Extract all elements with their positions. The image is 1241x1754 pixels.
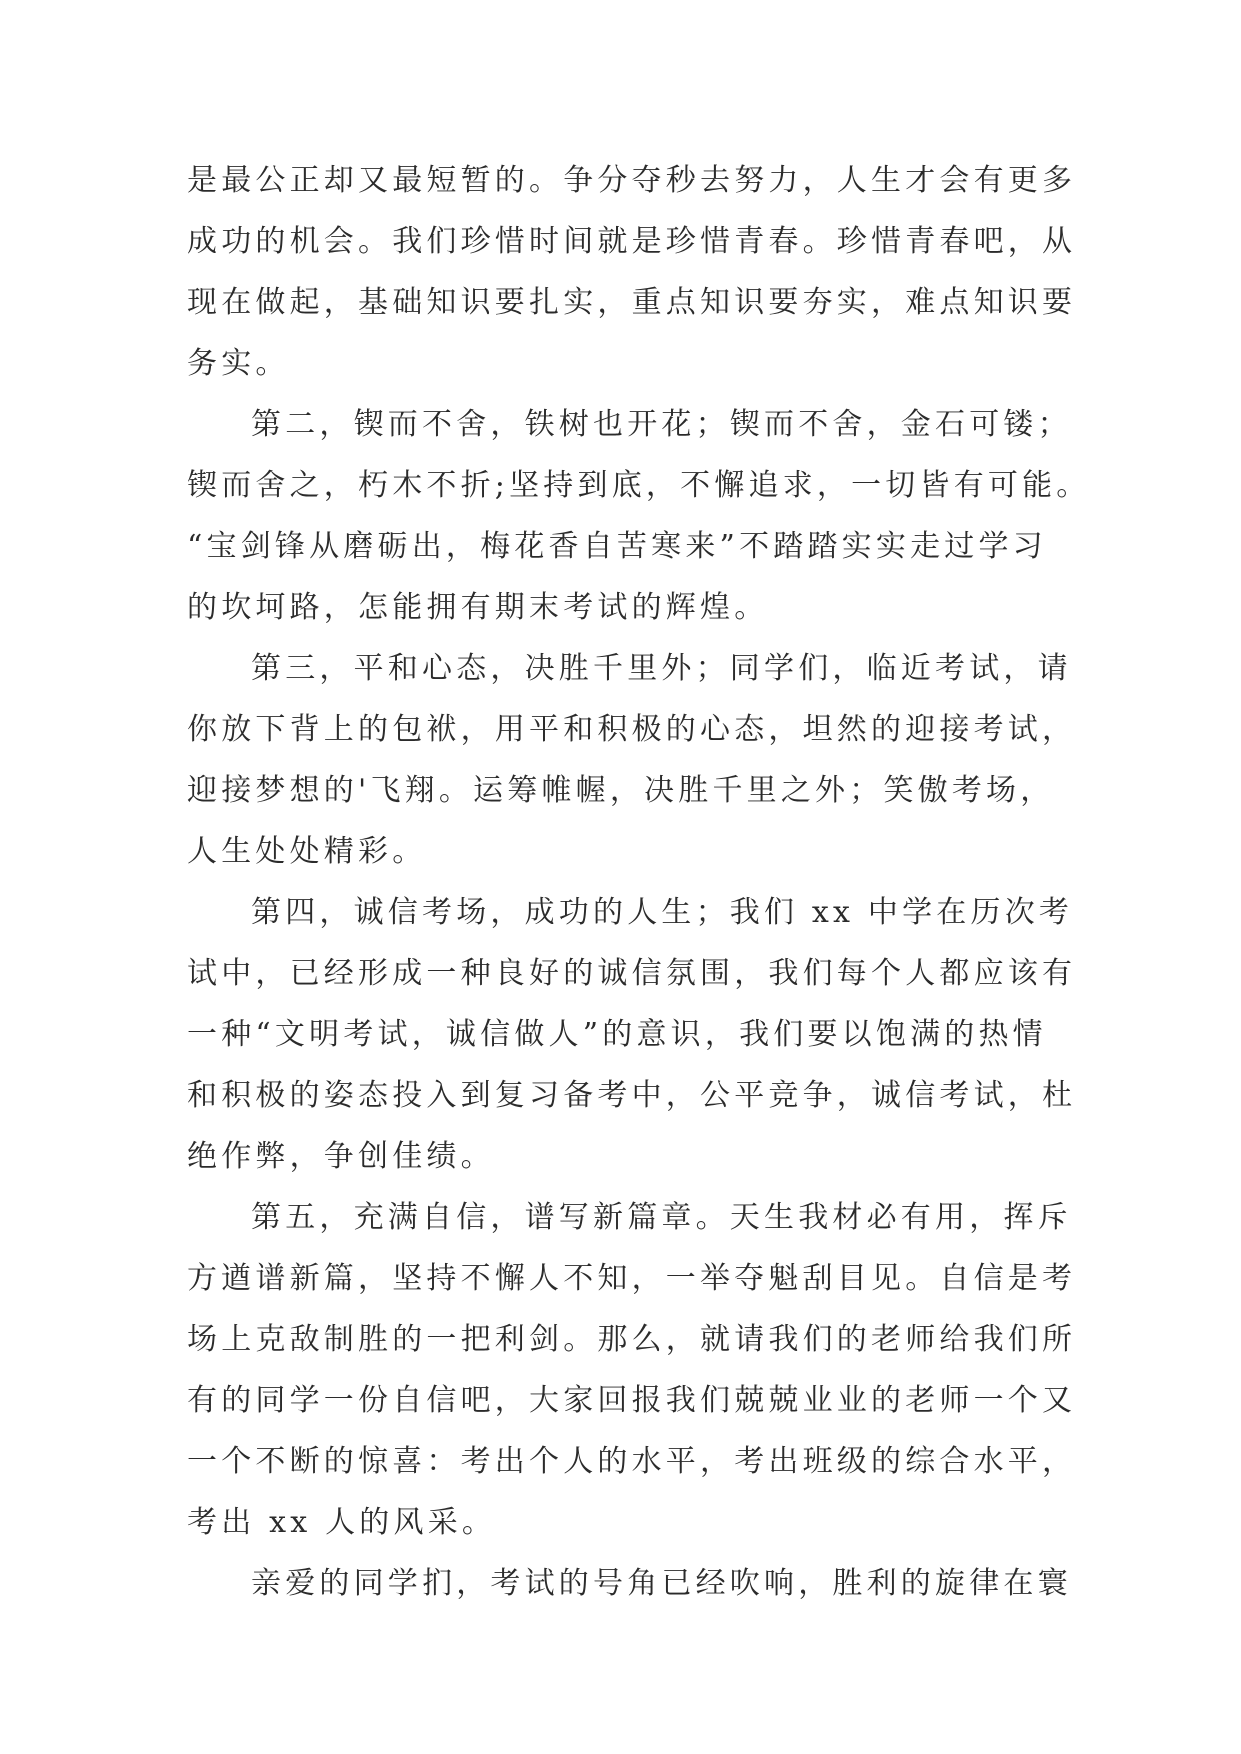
text-line: 试中，已经形成一种良好的诚信氛围，我们每个人都应该有 [187, 956, 1077, 991]
text-line: 绝作弊，争创佳绩。 [187, 1139, 495, 1174]
text-line: 方遒谱新篇，坚持不懈人不知，一举夺魁刮目见。自信是考 [187, 1261, 1077, 1296]
text-line: 务实。 [187, 346, 290, 381]
text-line: 你放下背上的包袱，用平和积极的心态，坦然的迎接考试， [187, 712, 1077, 747]
paragraph-first-line: 第五，充满自信，谱写新篇章。天生我材必有用，挥斥 [251, 1200, 1072, 1235]
text-line: 成功的机会。我们珍惜时间就是珍惜青春。珍惜青春吧，从 [187, 224, 1077, 259]
text-line: 有的同学一份自信吧，大家回报我们兢兢业业的老师一个又 [187, 1383, 1077, 1418]
text-line: “宝剑锋从磨砺出，梅花香自苦寒来”不踏踏实实走过学习 [187, 529, 1047, 564]
text-line: 迎接梦想的'飞翔。运筹帷幄，决胜千里之外；笑傲考场， [187, 773, 1055, 808]
text-line: 考出 xx 人的风采。 [187, 1505, 497, 1540]
paragraph-first-line: 第二，锲而不舍，铁树也开花；锲而不舍，金石可镂； [251, 407, 1072, 442]
text-line: 是最公正却又最短暂的。争分夺秒去努力，人生才会有更多 [187, 163, 1077, 198]
document-body [187, 150, 1091, 1614]
paragraph-first-line: 第三，平和心态，决胜千里外；同学们，临近考试，请 [251, 651, 1072, 686]
text-line: 现在做起，基础知识要扎实，重点知识要夯实，难点知识要 [187, 285, 1077, 320]
text-line: 锲而舍之，朽木不折;坚持到底，不懈追求，一切皆有可能。 [187, 468, 1091, 503]
text-line: 和积极的姿态投入到复习备考中，公平竞争，诚信考试，杜 [187, 1078, 1077, 1113]
text-line: 场上克敌制胜的一把利剑。那么，就请我们的老师给我们所 [187, 1322, 1077, 1357]
text-line: 的坎坷路，怎能拥有期末考试的辉煌。 [187, 590, 769, 625]
paragraph-first-line: 第四，诚信考场，成功的人生；我们 xx 中学在历次考 [251, 895, 1074, 930]
paragraph-first-line: 亲爱的同学扪，考试的号角已经吹响，胜利的旋律在寰 [251, 1566, 1072, 1601]
text-line: 人生处处精彩。 [187, 834, 427, 869]
text-line: 一个不断的惊喜：考出个人的水平，考出班级的综合水平， [187, 1444, 1077, 1479]
text-line: 一种“文明考试，诚信做人”的意识，我们要以饱满的热情 [187, 1017, 1047, 1052]
